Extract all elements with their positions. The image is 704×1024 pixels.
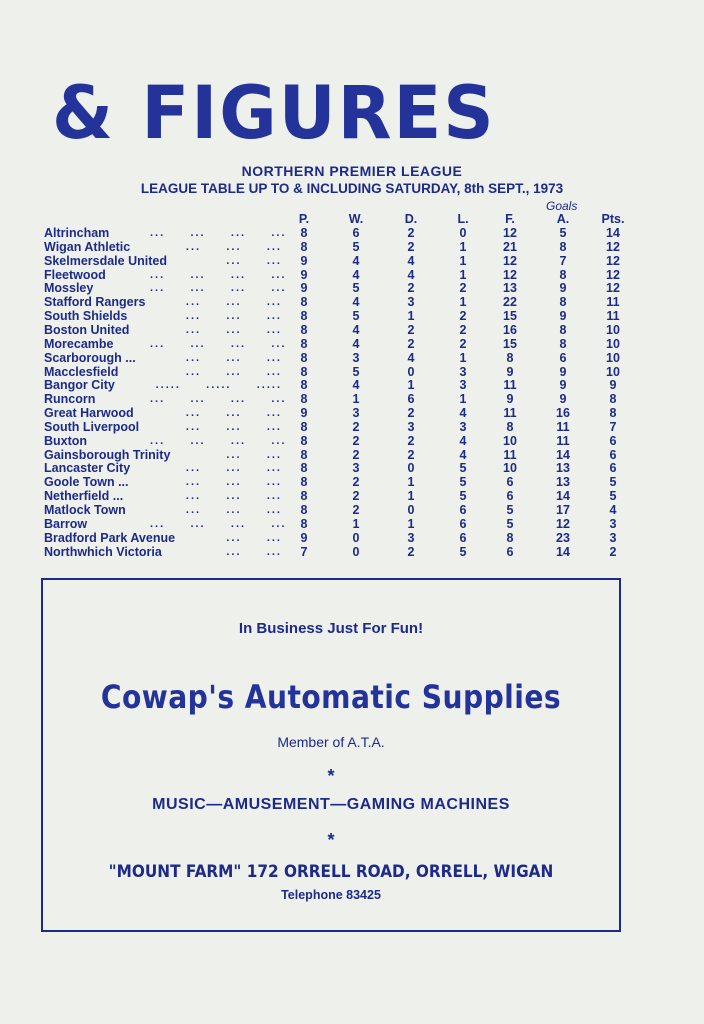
- leader-dots: ... ... ...: [185, 462, 282, 475]
- cell-p: 8: [300, 336, 308, 351]
- cell-pts: 3: [609, 530, 617, 545]
- cell-p: 8: [300, 447, 308, 462]
- cell-pts: 6: [609, 433, 617, 448]
- cell-w: 0: [352, 544, 360, 559]
- cell-a: 9: [559, 281, 567, 296]
- leader-dots: ... ... ...: [185, 240, 282, 253]
- cell-a: 8: [559, 267, 567, 282]
- cell-a: 17: [556, 503, 570, 517]
- cell-d: 3: [407, 419, 415, 434]
- cell-pts: 10: [606, 364, 620, 379]
- cell-p: 8: [300, 309, 308, 324]
- cell-pts: 10: [606, 322, 620, 337]
- cell-f: 11: [503, 378, 517, 393]
- cell-l: 3: [459, 364, 467, 379]
- team-name: South Liverpool: [44, 419, 140, 434]
- cell-l: 5: [459, 489, 467, 504]
- leader-dots: ... ... ...: [185, 323, 282, 336]
- cell-a: 16: [556, 406, 570, 421]
- leader-dots: ... ... ...: [185, 296, 282, 309]
- cell-f: 12: [503, 267, 517, 282]
- star-divider: *: [327, 830, 335, 850]
- cell-f: 6: [506, 544, 514, 559]
- cell-w: 2: [352, 447, 360, 462]
- cell-d: 1: [407, 489, 415, 504]
- cell-pts: 5: [609, 475, 617, 490]
- cell-d: 1: [407, 309, 415, 324]
- cell-p: 8: [300, 461, 308, 476]
- team-name: Buxton: [44, 433, 88, 448]
- team-name: Scarborough ...: [44, 350, 136, 365]
- advert-tagline: In Business Just For Fun!: [238, 620, 424, 637]
- cell-l: 1: [459, 267, 467, 282]
- team-name: Matlock Town: [44, 503, 126, 517]
- leader-dots: ... ... ...: [185, 365, 282, 378]
- cell-f: 5: [506, 503, 514, 517]
- cell-pts: 12: [606, 239, 620, 254]
- advert-address: "MOUNT FARM" 172 ORRELL ROAD, ORRELL, WIGAN: [108, 862, 554, 882]
- cell-a: 8: [559, 336, 567, 351]
- cell-a: 14: [556, 447, 570, 462]
- cell-l: 1: [459, 392, 467, 407]
- cell-f: 8: [506, 419, 514, 434]
- advert-phone: Telephone 83425: [281, 888, 381, 902]
- cell-p: 9: [300, 253, 308, 268]
- team-name: Northwhich Victoria: [44, 544, 162, 559]
- star-divider: *: [327, 766, 335, 786]
- column-header: Pts.: [601, 212, 625, 226]
- cell-a: 8: [559, 239, 567, 254]
- cell-a: 23: [556, 530, 570, 545]
- cell-a: 14: [556, 489, 570, 504]
- cell-l: 1: [459, 239, 467, 254]
- cell-pts: 3: [609, 516, 617, 531]
- cell-p: 8: [300, 489, 308, 504]
- cell-l: 2: [459, 281, 467, 296]
- cell-p: 7: [300, 544, 308, 559]
- cell-pts: 2: [609, 544, 617, 559]
- cell-p: 8: [300, 226, 308, 240]
- cell-f: 9: [506, 364, 514, 379]
- cell-w: 3: [352, 461, 360, 476]
- team-name: South Shields: [44, 309, 128, 324]
- leader-dots: ... ... ...: [185, 310, 282, 323]
- cell-p: 8: [300, 350, 308, 365]
- leader-dots: ... ... ...: [185, 351, 282, 364]
- cell-d: 2: [407, 281, 415, 296]
- team-name: Stafford Rangers: [44, 295, 146, 310]
- cell-w: 2: [352, 503, 360, 517]
- cell-a: 13: [556, 475, 570, 490]
- cell-a: 11: [556, 419, 570, 434]
- cell-d: 0: [407, 461, 415, 476]
- cell-f: 11: [503, 406, 517, 421]
- cell-d: 0: [407, 503, 415, 517]
- team-name: Fleetwood: [44, 267, 106, 282]
- cell-l: 3: [459, 419, 467, 434]
- league-name: NORTHERN PREMIER LEAGUE: [241, 163, 463, 179]
- cell-l: 2: [459, 309, 467, 324]
- cell-d: 2: [407, 226, 415, 240]
- cell-l: 1: [459, 295, 467, 310]
- leader-dots: ..... ..... .....: [155, 379, 282, 392]
- leader-dots: ... ... ...: [185, 420, 282, 433]
- team-name: Bangor City: [44, 378, 115, 393]
- cell-w: 4: [352, 253, 360, 268]
- cell-l: 5: [459, 475, 467, 490]
- cell-l: 0: [459, 226, 467, 240]
- cell-a: 9: [559, 378, 567, 393]
- cell-pts: 6: [609, 461, 617, 476]
- cell-f: 12: [503, 226, 517, 240]
- cell-d: 1: [407, 475, 415, 490]
- cell-w: 5: [352, 281, 360, 296]
- cell-pts: 10: [606, 336, 620, 351]
- cell-d: 2: [407, 447, 415, 462]
- team-name: Gainsborough Trinity: [44, 447, 171, 462]
- cell-p: 8: [300, 419, 308, 434]
- cell-d: 6: [407, 392, 415, 407]
- cell-l: 5: [459, 461, 467, 476]
- cell-l: 2: [459, 322, 467, 337]
- cell-pts: 14: [606, 226, 620, 240]
- cell-f: 22: [503, 295, 517, 310]
- cell-p: 9: [300, 267, 308, 282]
- cell-d: 3: [407, 295, 415, 310]
- cell-a: 9: [559, 392, 567, 407]
- cell-w: 2: [352, 489, 360, 504]
- team-name: Bradford Park Avenue: [44, 530, 176, 545]
- cell-l: 4: [459, 433, 467, 448]
- cell-w: 6: [352, 226, 360, 240]
- cell-l: 6: [459, 503, 467, 517]
- cell-l: 2: [459, 336, 467, 351]
- cell-w: 1: [352, 516, 360, 531]
- cell-p: 8: [300, 503, 308, 517]
- cell-a: 8: [559, 322, 567, 337]
- cell-a: 6: [559, 350, 567, 365]
- cell-pts: 8: [609, 406, 617, 421]
- leader-dots: ... ... ... ...: [150, 393, 287, 406]
- cell-f: 6: [506, 489, 514, 504]
- cell-f: 9: [506, 392, 514, 407]
- column-header: W.: [348, 212, 364, 226]
- cell-d: 2: [407, 406, 415, 421]
- leader-dots: ... ... ...: [185, 476, 282, 489]
- leader-dots: ... ...: [226, 254, 282, 267]
- column-header: P.: [298, 212, 310, 226]
- cell-p: 8: [300, 295, 308, 310]
- cell-d: 1: [407, 378, 415, 393]
- team-name: Morecambe: [44, 336, 114, 351]
- cell-l: 6: [459, 516, 467, 531]
- cell-d: 4: [407, 350, 415, 365]
- leader-dots: ... ... ... ...: [150, 282, 287, 295]
- cell-p: 8: [300, 239, 308, 254]
- cell-pts: 12: [606, 267, 620, 282]
- cell-f: 8: [506, 350, 514, 365]
- team-name: Wigan Athletic: [44, 239, 131, 254]
- cell-w: 5: [352, 239, 360, 254]
- cell-d: 4: [407, 253, 415, 268]
- cell-pts: 4: [609, 503, 617, 517]
- column-header: F.: [505, 212, 515, 226]
- cell-a: 5: [559, 226, 567, 240]
- cell-pts: 11: [606, 309, 620, 324]
- cell-d: 2: [407, 239, 415, 254]
- cell-l: 6: [459, 530, 467, 545]
- cell-p: 8: [300, 433, 308, 448]
- cell-f: 15: [503, 309, 517, 324]
- leader-dots: ... ... ... ...: [150, 337, 287, 350]
- cell-w: 0: [352, 530, 360, 545]
- cell-a: 11: [556, 433, 570, 448]
- advert-machines: MUSIC—AMUSEMENT—GAMING MACHINES: [152, 796, 510, 813]
- cell-f: 10: [503, 433, 517, 448]
- cell-w: 4: [352, 322, 360, 337]
- cell-a: 9: [559, 309, 567, 324]
- cell-w: 5: [352, 309, 360, 324]
- cell-pts: 7: [609, 419, 617, 434]
- leader-dots: ... ... ...: [185, 490, 282, 503]
- cell-w: 4: [352, 336, 360, 351]
- team-name: Skelmersdale United: [44, 253, 167, 268]
- cell-f: 13: [503, 281, 517, 296]
- cell-a: 12: [556, 516, 570, 531]
- column-header: D.: [404, 212, 418, 226]
- cell-f: 8: [506, 530, 514, 545]
- team-name: Macclesfield: [44, 364, 119, 379]
- leader-dots: ... ... ... ...: [150, 268, 287, 281]
- cell-w: 2: [352, 475, 360, 490]
- cell-p: 8: [300, 475, 308, 490]
- cell-d: 4: [407, 267, 415, 282]
- cell-a: 7: [559, 253, 567, 268]
- cell-pts: 12: [606, 253, 620, 268]
- cell-f: 10: [503, 461, 517, 476]
- cell-w: 2: [352, 419, 360, 434]
- cell-l: 4: [459, 406, 467, 421]
- team-name: Boston United: [44, 322, 130, 337]
- goals-label: Goals: [546, 199, 578, 213]
- page-title: & FIGURES: [52, 69, 496, 157]
- cell-l: 1: [459, 253, 467, 268]
- cell-a: 9: [559, 364, 567, 379]
- cell-d: 3: [407, 530, 415, 545]
- cell-l: 4: [459, 447, 467, 462]
- cell-f: 21: [503, 239, 517, 254]
- leader-dots: ... ...: [226, 448, 282, 461]
- cell-w: 5: [352, 364, 360, 379]
- cell-w: 3: [352, 350, 360, 365]
- team-name: Goole Town ...: [44, 475, 129, 490]
- cell-f: 15: [503, 336, 517, 351]
- team-name: Great Harwood: [44, 406, 134, 421]
- cell-p: 8: [300, 378, 308, 393]
- cell-a: 8: [559, 295, 567, 310]
- advert-box: [41, 578, 621, 932]
- cell-w: 4: [352, 295, 360, 310]
- cell-p: 8: [300, 516, 308, 531]
- cell-p: 9: [300, 281, 308, 296]
- cell-f: 6: [506, 475, 514, 490]
- cell-w: 4: [352, 378, 360, 393]
- cell-p: 9: [300, 530, 308, 545]
- leader-dots: ... ...: [226, 545, 282, 558]
- team-name: Altrincham: [44, 226, 110, 240]
- cell-pts: 9: [609, 378, 617, 393]
- leader-dots: ... ...: [226, 531, 282, 544]
- column-header: L.: [457, 212, 469, 226]
- leader-dots: ... ... ... ...: [150, 517, 287, 530]
- cell-w: 3: [352, 406, 360, 421]
- team-name: Netherfield ...: [44, 489, 124, 504]
- cell-f: 11: [503, 447, 517, 462]
- cell-d: 2: [407, 544, 415, 559]
- cell-pts: 8: [609, 392, 617, 407]
- table-subtitle: LEAGUE TABLE UP TO & INCLUDING SATURDAY, 8th SEPT., 1973: [140, 181, 564, 196]
- cell-l: 3: [459, 378, 467, 393]
- leader-dots: ... ... ... ...: [150, 434, 287, 447]
- cell-f: 12: [503, 253, 517, 268]
- cell-d: 2: [407, 322, 415, 337]
- cell-w: 2: [352, 433, 360, 448]
- cell-pts: 12: [606, 281, 620, 296]
- cell-pts: 5: [609, 489, 617, 504]
- team-name: Lancaster City: [44, 461, 131, 476]
- cell-w: 4: [352, 267, 360, 282]
- team-name: Mossley: [44, 281, 94, 296]
- team-name: Barrow: [44, 516, 88, 531]
- advert-member: Member of A.T.A.: [277, 734, 385, 750]
- cell-d: 0: [407, 364, 415, 379]
- team-name: Runcorn: [44, 392, 96, 407]
- leader-dots: ... ... ... ...: [150, 227, 287, 239]
- cell-a: 13: [556, 461, 570, 476]
- cell-p: 8: [300, 322, 308, 337]
- cell-l: 1: [459, 350, 467, 365]
- advert-brand: Cowap's Automatic Supplies: [100, 678, 562, 716]
- cell-f: 16: [503, 322, 517, 337]
- cell-p: 9: [300, 406, 308, 421]
- leader-dots: ... ... ...: [185, 504, 282, 516]
- cell-pts: 10: [606, 350, 620, 365]
- cell-pts: 11: [606, 295, 620, 310]
- column-header: A.: [556, 212, 570, 226]
- cell-f: 5: [506, 516, 514, 531]
- cell-d: 1: [407, 516, 415, 531]
- cell-d: 2: [407, 433, 415, 448]
- cell-w: 1: [352, 392, 360, 407]
- cell-p: 8: [300, 392, 308, 407]
- cell-a: 14: [556, 544, 570, 559]
- cell-pts: 6: [609, 447, 617, 462]
- cell-p: 8: [300, 364, 308, 379]
- cell-l: 5: [459, 544, 467, 559]
- leader-dots: ... ... ...: [185, 407, 282, 420]
- cell-d: 2: [407, 336, 415, 351]
